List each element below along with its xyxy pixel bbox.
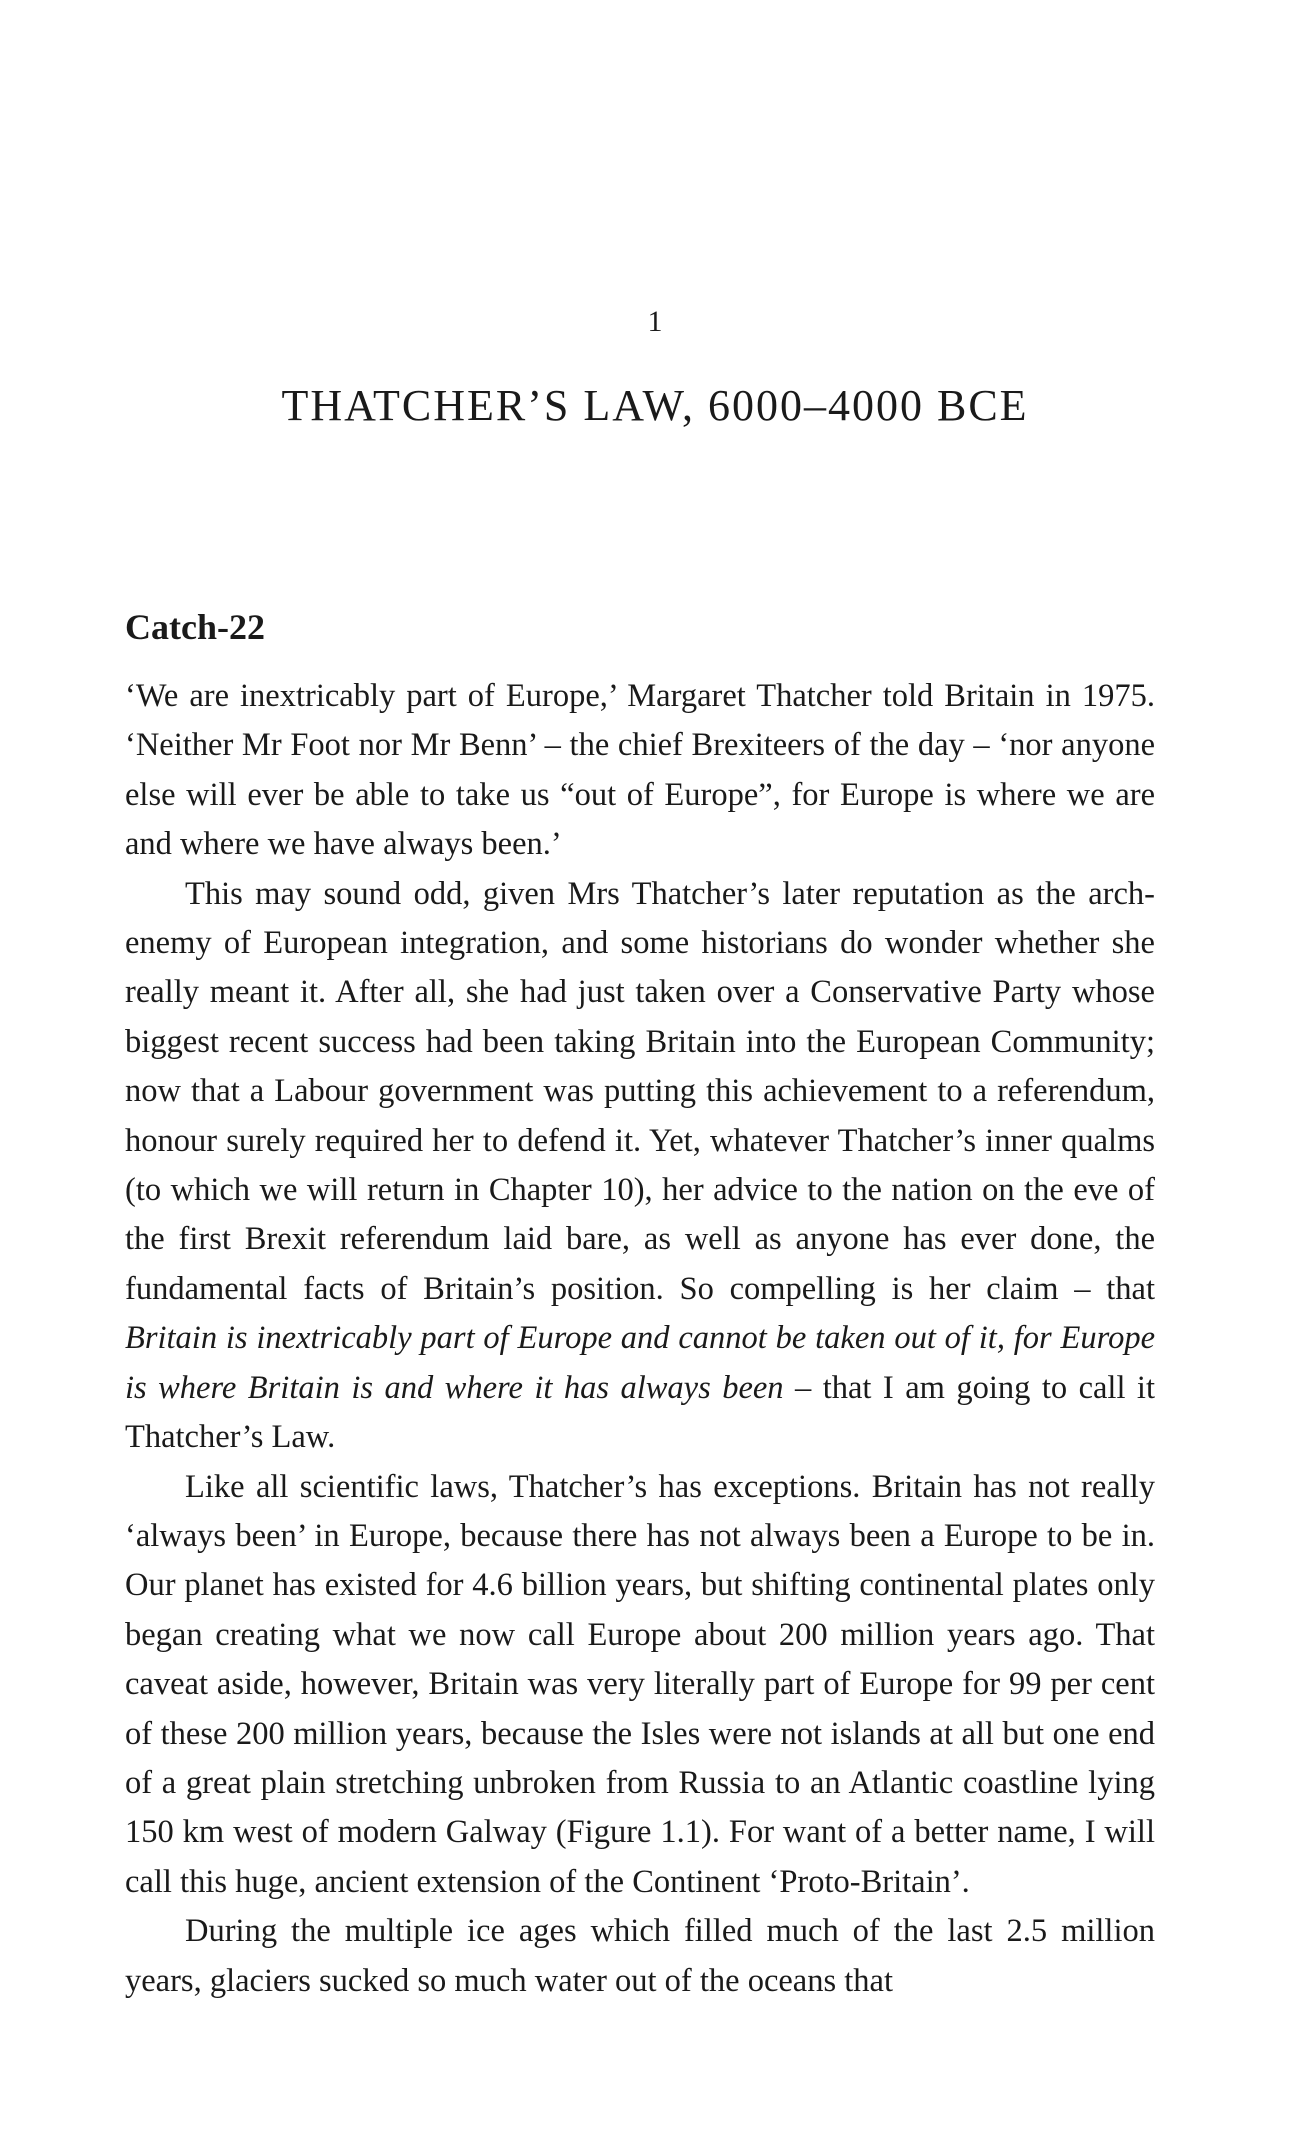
section-heading: Catch-22	[125, 607, 265, 647]
body-text	[125, 672, 1155, 2006]
paragraph-3: Like all scientific laws, Thatcher’s has exceptions. Britain has not really ‘always been’ in Europe, because there has not always been a Europe to be in. Our planet has existed for 4.6 billion years, but shifting continental plates only began creating what we now call Europe about 200 million years ago. That caveat aside, however, Britain was very literally part of Europe for 99 per cent of these 200 million years, because the Isles were not islands at all but one end of a great plain stretching unbroken from Russia to an Atlantic coastline lying 150 km west of modern Galway (Figure 1.1). For want of a better name, I will call this huge, ancient extension of the Continent ‘Proto-Britain’.	[125, 1468, 1155, 1900]
chapter-title: THATCHER’S LAW, 6000–4000 BCE	[281, 381, 1029, 430]
paragraph-2-text-a: This may sound odd, given Mrs Thatcher’s later reputation as the arch-enemy of European integration, and some historians do wonder whether she really meant it. After all, she had just taken over a Conservative Party whose biggest recent success had been taking Britain into the European Community; now that a Labour government was putting this achievement to a referendum, honour surely required her to defend it. Yet, whatever Thatcher’s inner qualms (to which we will return in Chapter 10), her advice to the nation on the eve of the first Brexit referendum laid bare, as well as anyone has ever done, the fundamental facts of Britain’s position. So compelling is her claim – that	[125, 875, 1155, 1307]
paragraph-2	[125, 870, 1155, 1463]
thatchers-law-statement: Britain is inextricably part of Europe and cannot be taken out of it, for Europe is where Britain is and where it has always been	[125, 1320, 1155, 1406]
chapter-number: 1	[647, 305, 663, 338]
paragraph-4: During the multiple ice ages which filled much of the last 2.5 million years, glaciers sucked so much water out of the oceans that	[125, 1913, 1155, 1999]
paragraph-1: ‘We are inextricably part of Europe,’ Margaret Thatcher told Britain in 1975. ‘Neither Mr Foot nor Mr Benn’ – the chief Brexiteers of the day – ‘nor anyone else will ever be able to take us “out of Europe”, for Europe is where we are and where we have always been.’	[125, 678, 1155, 863]
paragraph-2-text-c: – that I am going to call it Thatcher’s Law.	[125, 1369, 1155, 1456]
